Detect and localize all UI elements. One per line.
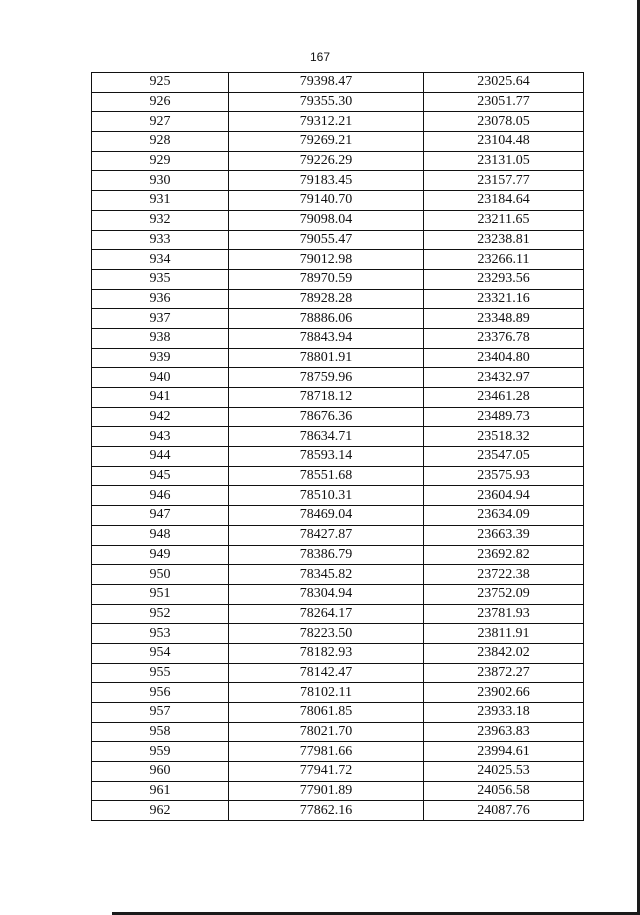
table-row: [92, 132, 584, 152]
page-number: 167: [309, 50, 331, 64]
table-row: [92, 92, 584, 112]
value-b-cell: 23518.32: [424, 427, 584, 447]
row-index-cell: 954: [92, 643, 229, 663]
value-a-cell: 78718.12: [229, 388, 424, 408]
value-b-cell: 23131.05: [424, 151, 584, 171]
table-row: [92, 801, 584, 821]
value-b-cell: 23604.94: [424, 486, 584, 506]
row-index-cell: 961: [92, 781, 229, 801]
value-a-cell: 78061.85: [229, 703, 424, 723]
value-a-cell: 77862.16: [229, 801, 424, 821]
value-b-cell: 23211.65: [424, 210, 584, 230]
value-a-cell: 77901.89: [229, 781, 424, 801]
value-a-cell: 78304.94: [229, 584, 424, 604]
row-index-cell: 962: [92, 801, 229, 821]
value-a-cell: 78427.87: [229, 525, 424, 545]
value-b-cell: 23994.61: [424, 742, 584, 762]
table-row: [92, 407, 584, 427]
table-row: [92, 663, 584, 683]
value-a-cell: 79012.98: [229, 250, 424, 270]
value-b-cell: 23025.64: [424, 73, 584, 93]
table-row: [92, 447, 584, 467]
value-a-cell: 78886.06: [229, 309, 424, 329]
value-a-cell: 78510.31: [229, 486, 424, 506]
value-a-cell: 79312.21: [229, 112, 424, 132]
row-index-cell: 925: [92, 73, 229, 93]
value-b-cell: 23489.73: [424, 407, 584, 427]
value-a-cell: 78386.79: [229, 545, 424, 565]
table-row: [92, 230, 584, 250]
value-a-cell: 78551.68: [229, 466, 424, 486]
row-index-cell: 950: [92, 565, 229, 585]
value-b-cell: 23051.77: [424, 92, 584, 112]
value-a-cell: 79140.70: [229, 191, 424, 211]
value-b-cell: 23266.11: [424, 250, 584, 270]
value-b-cell: 23902.66: [424, 683, 584, 703]
table-row: [92, 289, 584, 309]
table-row: [92, 683, 584, 703]
table-row: [92, 73, 584, 93]
row-index-cell: 955: [92, 663, 229, 683]
value-b-cell: 23432.97: [424, 368, 584, 388]
row-index-cell: 947: [92, 506, 229, 526]
row-index-cell: 957: [92, 703, 229, 723]
value-b-cell: 23781.93: [424, 604, 584, 624]
table-row: [92, 506, 584, 526]
value-a-cell: 78801.91: [229, 348, 424, 368]
table-row: [92, 703, 584, 723]
table-row: [92, 191, 584, 211]
value-b-cell: 23933.18: [424, 703, 584, 723]
row-index-cell: 942: [92, 407, 229, 427]
table-row: [92, 250, 584, 270]
value-a-cell: 79226.29: [229, 151, 424, 171]
table-row: [92, 427, 584, 447]
row-index-cell: 958: [92, 722, 229, 742]
value-b-cell: 23842.02: [424, 643, 584, 663]
table-row: [92, 486, 584, 506]
value-a-cell: 78759.96: [229, 368, 424, 388]
value-a-cell: 78843.94: [229, 328, 424, 348]
value-a-cell: 78970.59: [229, 269, 424, 289]
value-b-cell: 24056.58: [424, 781, 584, 801]
value-b-cell: 24087.76: [424, 801, 584, 821]
table-row: [92, 584, 584, 604]
row-index-cell: 938: [92, 328, 229, 348]
table-row: [92, 466, 584, 486]
row-index-cell: 960: [92, 762, 229, 782]
value-b-cell: 23404.80: [424, 348, 584, 368]
table-row: [92, 269, 584, 289]
value-a-cell: 78345.82: [229, 565, 424, 585]
row-index-cell: 949: [92, 545, 229, 565]
value-a-cell: 78469.04: [229, 506, 424, 526]
value-b-cell: 23634.09: [424, 506, 584, 526]
row-index-cell: 943: [92, 427, 229, 447]
table-row: [92, 762, 584, 782]
value-b-cell: 23184.64: [424, 191, 584, 211]
value-a-cell: 78021.70: [229, 722, 424, 742]
value-b-cell: 23104.48: [424, 132, 584, 152]
value-a-cell: 79269.21: [229, 132, 424, 152]
value-b-cell: 23078.05: [424, 112, 584, 132]
table-row: [92, 112, 584, 132]
value-b-cell: 23321.16: [424, 289, 584, 309]
value-a-cell: 77981.66: [229, 742, 424, 762]
value-a-cell: 77941.72: [229, 762, 424, 782]
row-index-cell: 951: [92, 584, 229, 604]
table-row: [92, 309, 584, 329]
value-b-cell: 23376.78: [424, 328, 584, 348]
table-row: [92, 624, 584, 644]
row-index-cell: 940: [92, 368, 229, 388]
row-index-cell: 952: [92, 604, 229, 624]
value-a-cell: 78102.11: [229, 683, 424, 703]
row-index-cell: 927: [92, 112, 229, 132]
table-row: [92, 328, 584, 348]
row-index-cell: 948: [92, 525, 229, 545]
value-a-cell: 78142.47: [229, 663, 424, 683]
row-index-cell: 936: [92, 289, 229, 309]
value-a-cell: 78928.28: [229, 289, 424, 309]
table-row: [92, 388, 584, 408]
row-index-cell: 932: [92, 210, 229, 230]
table-row: [92, 210, 584, 230]
row-index-cell: 937: [92, 309, 229, 329]
row-index-cell: 934: [92, 250, 229, 270]
table-row: [92, 643, 584, 663]
row-index-cell: 944: [92, 447, 229, 467]
table-body: [92, 73, 584, 821]
table-row: [92, 565, 584, 585]
value-b-cell: 23461.28: [424, 388, 584, 408]
row-index-cell: 956: [92, 683, 229, 703]
value-a-cell: 78634.71: [229, 427, 424, 447]
value-a-cell: 78182.93: [229, 643, 424, 663]
row-index-cell: 941: [92, 388, 229, 408]
value-a-cell: 78676.36: [229, 407, 424, 427]
value-b-cell: 23752.09: [424, 584, 584, 604]
table-row: [92, 348, 584, 368]
table-row: [92, 545, 584, 565]
value-b-cell: 23238.81: [424, 230, 584, 250]
value-a-cell: 79055.47: [229, 230, 424, 250]
row-index-cell: 926: [92, 92, 229, 112]
value-b-cell: 23663.39: [424, 525, 584, 545]
row-index-cell: 931: [92, 191, 229, 211]
value-b-cell: 23293.56: [424, 269, 584, 289]
table-row: [92, 781, 584, 801]
row-index-cell: 939: [92, 348, 229, 368]
row-index-cell: 935: [92, 269, 229, 289]
table-row: [92, 604, 584, 624]
table-row: [92, 151, 584, 171]
value-b-cell: 23157.77: [424, 171, 584, 191]
value-a-cell: 78223.50: [229, 624, 424, 644]
value-b-cell: 23692.82: [424, 545, 584, 565]
value-a-cell: 79098.04: [229, 210, 424, 230]
value-a-cell: 78593.14: [229, 447, 424, 467]
row-index-cell: 930: [92, 171, 229, 191]
value-b-cell: 23963.83: [424, 722, 584, 742]
row-index-cell: 933: [92, 230, 229, 250]
value-b-cell: 23575.93: [424, 466, 584, 486]
value-b-cell: 23811.91: [424, 624, 584, 644]
row-index-cell: 946: [92, 486, 229, 506]
row-index-cell: 959: [92, 742, 229, 762]
value-a-cell: 79183.45: [229, 171, 424, 191]
table-row: [92, 171, 584, 191]
value-b-cell: 23348.89: [424, 309, 584, 329]
value-b-cell: 23872.27: [424, 663, 584, 683]
table-row: [92, 525, 584, 545]
row-index-cell: 945: [92, 466, 229, 486]
row-index-cell: 929: [92, 151, 229, 171]
value-b-cell: 23722.38: [424, 565, 584, 585]
table-row: [92, 368, 584, 388]
data-table: [91, 72, 584, 821]
value-a-cell: 79398.47: [229, 73, 424, 93]
table-row: [92, 742, 584, 762]
row-index-cell: 953: [92, 624, 229, 644]
value-a-cell: 78264.17: [229, 604, 424, 624]
value-b-cell: 23547.05: [424, 447, 584, 467]
value-b-cell: 24025.53: [424, 762, 584, 782]
value-a-cell: 79355.30: [229, 92, 424, 112]
table-row: [92, 722, 584, 742]
row-index-cell: 928: [92, 132, 229, 152]
